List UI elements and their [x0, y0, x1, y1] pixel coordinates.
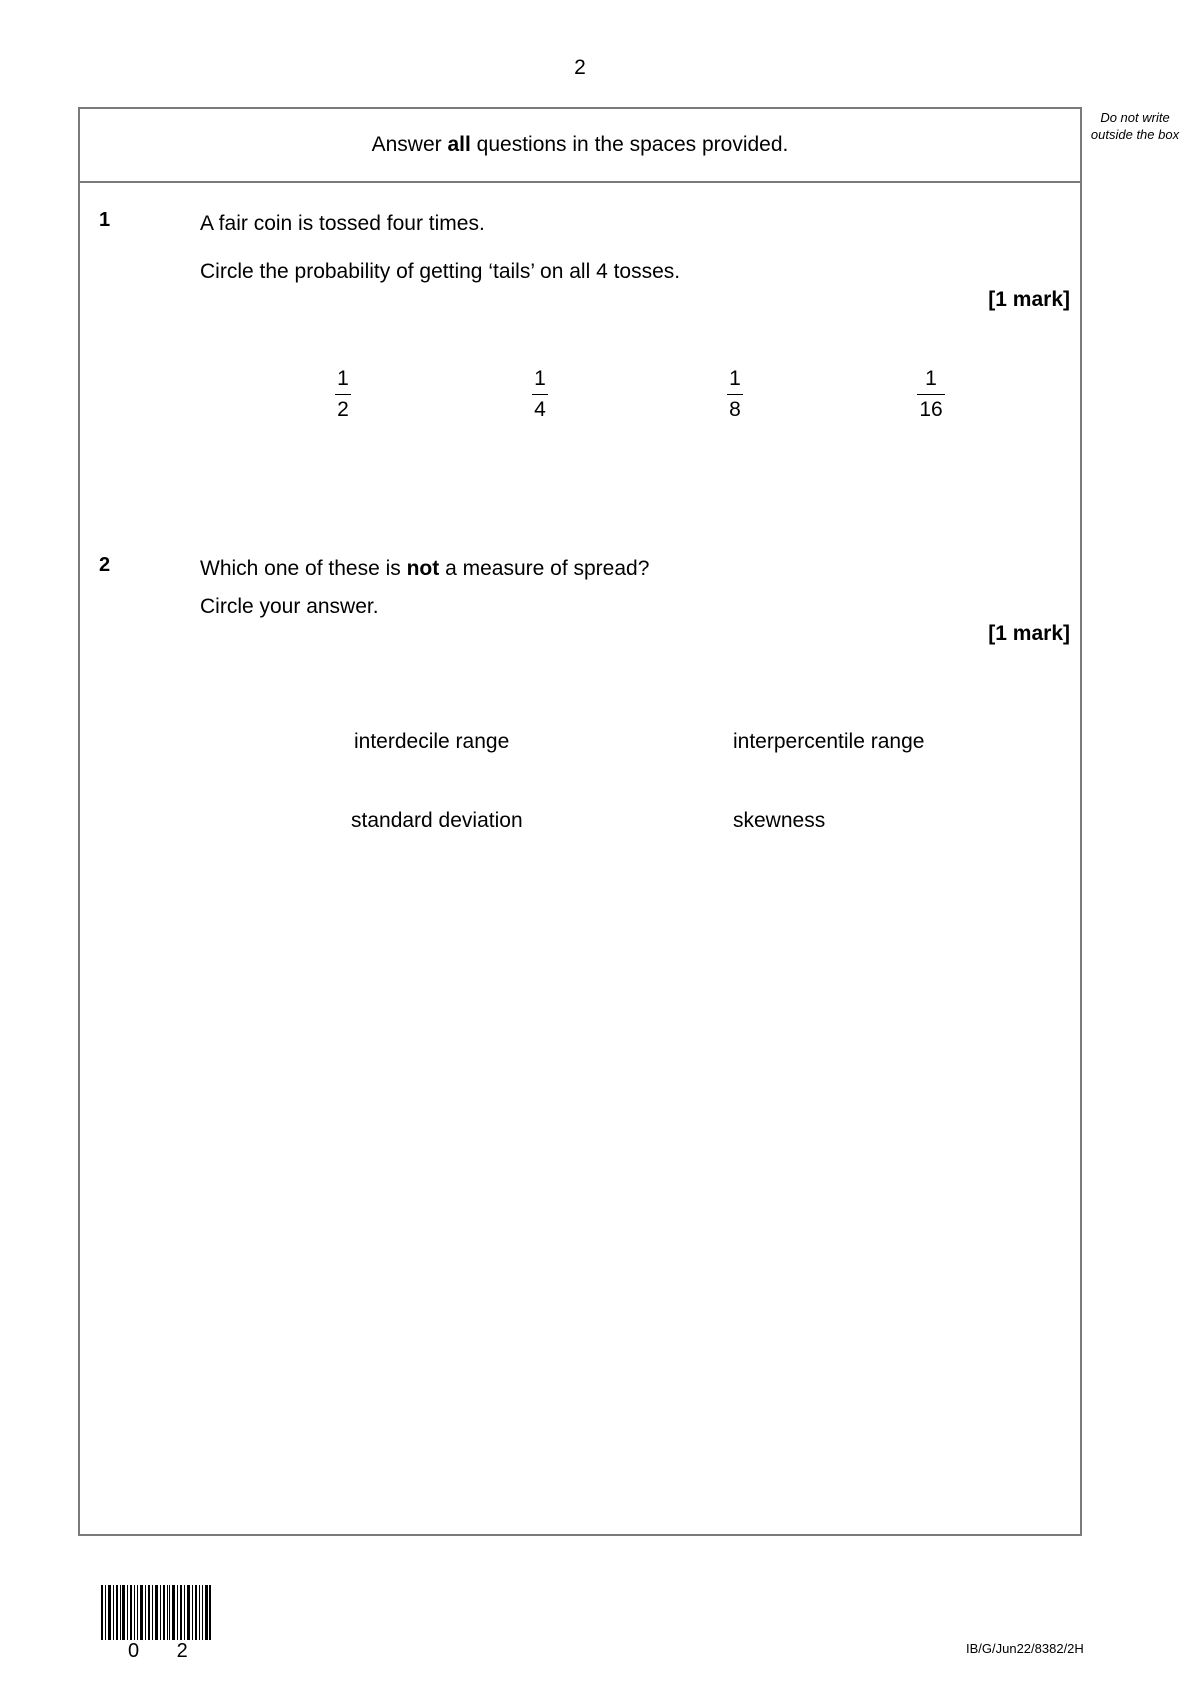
- denominator: 8: [729, 398, 741, 421]
- question-2-option-interpercentile-range[interactable]: interpercentile range: [733, 730, 925, 753]
- barcode-digits: 0 2: [128, 1640, 204, 1662]
- fraction-bar: [727, 394, 743, 395]
- barcode-icon: [101, 1585, 211, 1640]
- fraction-bar: [917, 394, 945, 395]
- footer-code: IB/G/Jun22/8382/2H: [966, 1641, 1084, 1656]
- page-number: 2: [574, 56, 586, 79]
- denominator: 4: [534, 398, 546, 421]
- numerator: 1: [534, 367, 546, 390]
- question-2-line-1: [200, 557, 649, 581]
- question-2-number: 2: [99, 554, 111, 576]
- numerator: 1: [729, 367, 741, 390]
- instruction-text: [372, 133, 789, 157]
- numerator: 1: [925, 367, 937, 390]
- question-2-line-1-bold: not: [406, 557, 440, 580]
- denominator: 2: [337, 398, 349, 421]
- question-1-option-a[interactable]: [313, 366, 373, 423]
- question-1-line-2: Circle the probability of getting ‘tails’ on all 4 tosses.: [200, 260, 681, 283]
- question-1-number: 1: [99, 209, 111, 231]
- question-2-marks: [1 mark]: [988, 622, 1070, 645]
- answer-box: [78, 107, 1082, 1536]
- question-2-line-2: Circle your answer.: [200, 595, 379, 618]
- fraction-bar: [532, 394, 548, 395]
- question-2-option-standard-deviation[interactable]: standard deviation: [351, 809, 523, 832]
- numerator: 1: [337, 367, 349, 390]
- instruction-before: Answer: [371, 133, 448, 156]
- fraction-bar: [335, 394, 351, 395]
- margin-note: Do not write outside the box: [1090, 110, 1180, 142]
- instruction-bold: all: [447, 133, 471, 156]
- instruction-band: [80, 109, 1080, 183]
- question-1-marks: [1 mark]: [988, 288, 1070, 311]
- question-1-option-b[interactable]: [510, 366, 570, 423]
- question-2-option-skewness[interactable]: skewness: [733, 809, 826, 832]
- question-1-option-c[interactable]: [705, 366, 765, 423]
- question-2-line-1-after: a measure of spread?: [439, 557, 650, 580]
- instruction-after: questions in the spaces provided.: [470, 133, 789, 156]
- question-2-line-1-before: Which one of these is: [200, 557, 407, 580]
- denominator: 16: [919, 398, 943, 421]
- question-2-option-interdecile-range[interactable]: interdecile range: [354, 730, 510, 753]
- question-1-option-d[interactable]: [901, 366, 961, 423]
- question-1-line-1: A fair coin is tossed four times.: [200, 212, 485, 235]
